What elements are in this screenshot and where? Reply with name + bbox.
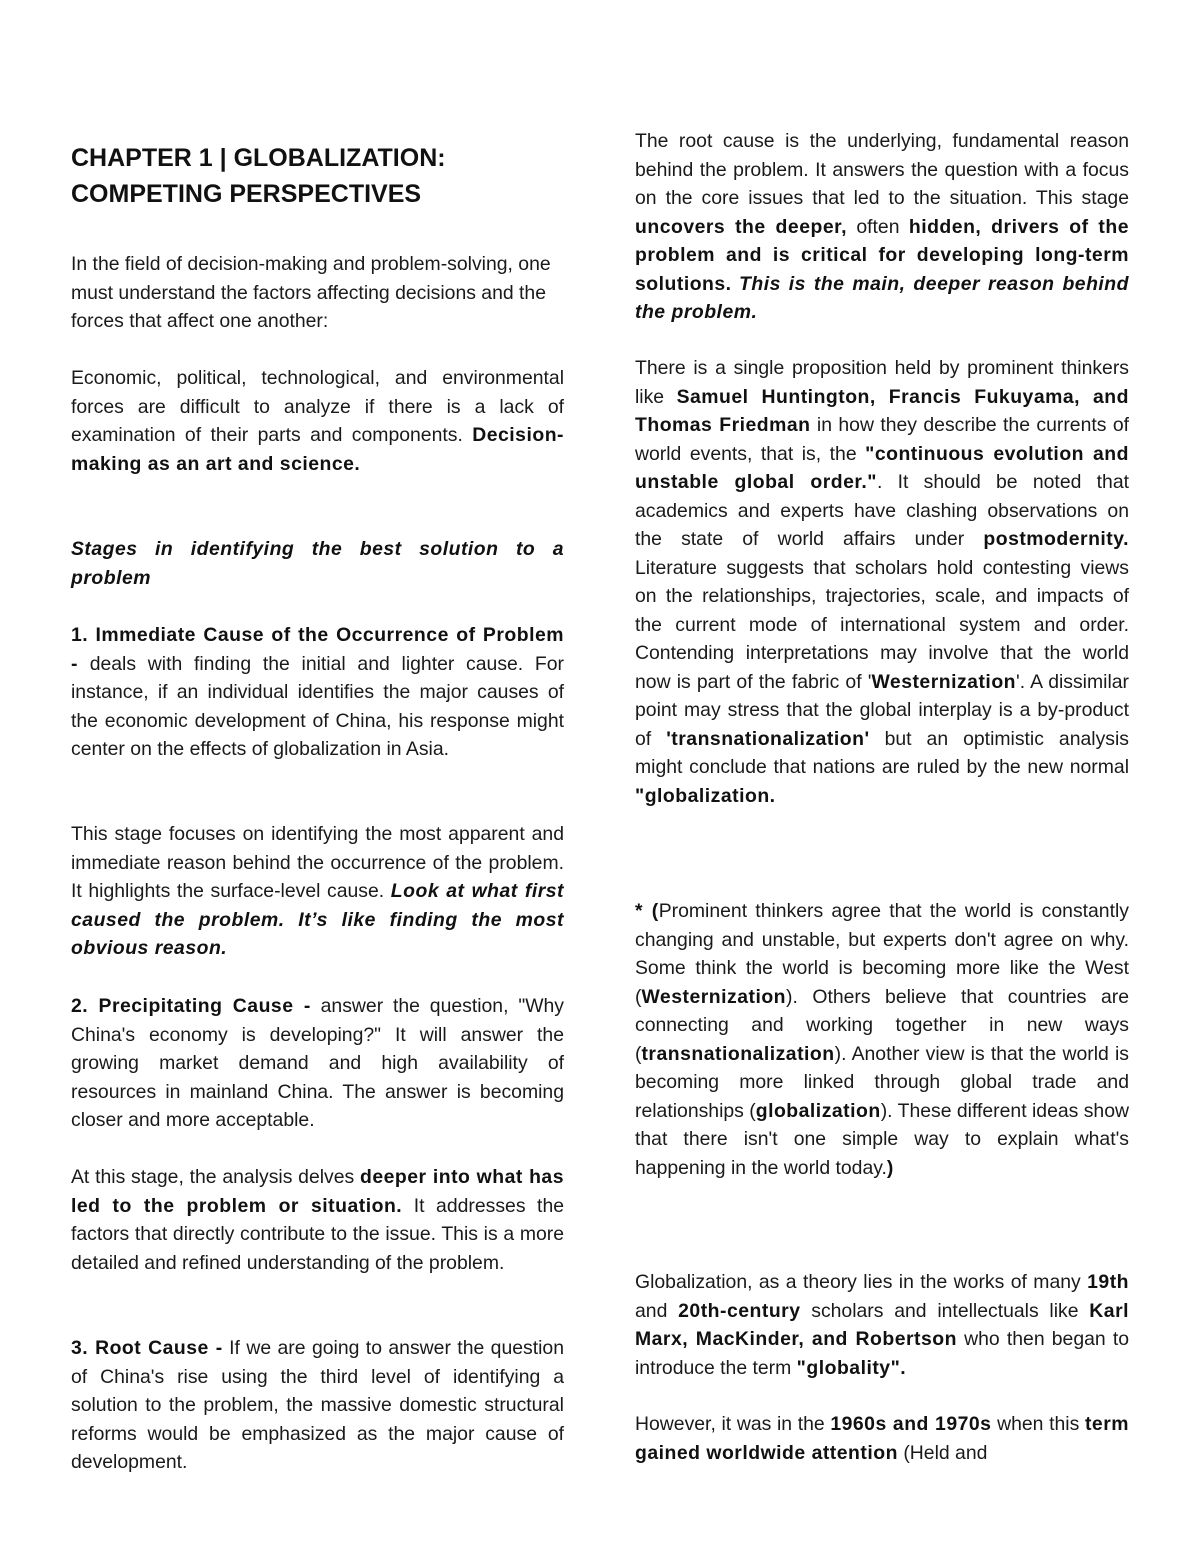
- stage-3-paragraph: [71, 1334, 564, 1477]
- stage-1-note-text: This stage focuses on identifying the most apparent and immediate reason behind the occurrence of the problem. It highlights the surface-level cause.: [71, 823, 564, 902]
- proposition-paragraph: [635, 354, 1129, 810]
- however-paragraph: [635, 1410, 1129, 1467]
- intro-paragraph: [71, 250, 564, 336]
- chapter-title: [71, 140, 591, 212]
- stage-1-label: 1. Immediate Cause of the Occurrence of Problem -: [71, 624, 564, 675]
- note-text-2: ). Others believe that countries are connecting and working together in new ways (: [635, 985, 1129, 1065]
- note-text-1: Prominent thinkers agree that the world is constantly changing and unstable, but experts don't agree on why. Some think the world is becoming more like the West (: [635, 900, 1129, 1008]
- note-westernization: Westernization: [641, 985, 787, 1008]
- note-close: ): [886, 1156, 894, 1179]
- globalization-theory-paragraph: [635, 1268, 1129, 1382]
- glob-text-4: who then began to introduce the term: [635, 1328, 1129, 1379]
- glob-globality: "globality".: [796, 1356, 907, 1379]
- stage-1-text: deals with finding the initial and lighter cause. For instance, if an individual identifies the major causes of the economic development of China, his response might center on the effects of globalization in Asia.: [71, 652, 564, 760]
- prop-text-5: '. A dissimilar point may stress that the global interplay is a by-product of: [635, 670, 1129, 750]
- prop-transnationalization: 'transnationalization': [666, 727, 870, 750]
- stage-2-note-text-a: At this stage, the analysis delves: [71, 1166, 360, 1188]
- forces-bold: Decision-making as an art and science.: [71, 424, 564, 475]
- stage-2-note: [71, 1163, 564, 1277]
- glob-text-1: Globalization, as a theory lies in the works of many: [635, 1271, 1088, 1293]
- note-text-4: ). These different ideas show that there isn't one simple way to explain what's happening in the world today.: [635, 1099, 1129, 1179]
- note-open: * (: [635, 900, 659, 922]
- glob-20th: 20th-century: [678, 1299, 801, 1322]
- glob-19th: 19th: [1087, 1271, 1129, 1293]
- glob-text-3: scholars and intellectuals like: [800, 1299, 1090, 1322]
- root-text-2: often: [846, 215, 909, 238]
- note-transnationalization: transnationalization: [641, 1042, 835, 1065]
- prop-text-6: but an optimistic analysis might conclude that nations are ruled by the new normal: [635, 727, 1129, 778]
- stage-2-note-text-b: It addresses the factors that directly contribute to the issue. This is a more detailed and refined understanding of the problem.: [71, 1194, 565, 1274]
- prop-postmodernity: postmodernity.: [983, 528, 1129, 550]
- stages-heading-text: Stages in identifying the best solution to a problem: [71, 538, 564, 589]
- prop-text-2: in how they describe the currents of world events, that is, the: [635, 414, 1129, 465]
- note-globalization: globalization: [755, 1099, 881, 1122]
- forces-text: Economic, political, technological, and environmental forces are difficult to analyze if there is a lack of examination of their parts and components.: [71, 367, 564, 446]
- prop-thinkers: Samuel Huntington, Francis Fukuyama, and Thomas Friedman: [635, 385, 1129, 436]
- however-decades: 1960s and 1970s: [830, 1413, 992, 1435]
- stage-3-label: 3. Root Cause -: [71, 1337, 223, 1359]
- prop-globalization: "globalization.: [635, 784, 776, 807]
- however-text-3: (Held and: [897, 1441, 988, 1464]
- chapter-title-line-2: COMPETING PERSPECTIVES: [71, 180, 422, 208]
- forces-paragraph: [71, 364, 564, 478]
- root-bold-2: hidden, drivers of the problem and is critical for developing long-term solutions.: [635, 215, 1129, 295]
- however-text-2: when this: [991, 1413, 1085, 1435]
- glob-text-2: and: [635, 1299, 679, 1322]
- intro-text: In the field of decision-making and problem-solving, one must understand the factors affecting decisions and the forces that affect one another:: [71, 253, 551, 332]
- prop-text-4: Literature suggests that scholars hold contesting views on the relationships, trajectories, scale, and impacts of the current mode of international system and order. Contending interpretations may involve that the world now is part of the fabric of ': [635, 556, 1129, 693]
- glob-scholars: Karl Marx, MacKinder, and Robertson: [635, 1299, 1130, 1350]
- stage-2-paragraph: [71, 992, 564, 1135]
- root-emphasis: This is the main, deeper reason behind the problem.: [635, 272, 1129, 323]
- root-text-1: The root cause is the underlying, fundamental reason behind the problem. It answers the question with a focus on the core issues that led to the situation. This stage: [635, 130, 1129, 209]
- chapter-title-line-1: CHAPTER 1 | GLOBALIZATION:: [71, 144, 446, 172]
- note-text-3: ). Another view is that the world is becoming more linked through global trade and relationships (: [635, 1042, 1129, 1122]
- however-text-1: However, it was in the: [635, 1413, 831, 1435]
- stage-2-note-bold: deeper into what has led to the problem or situation.: [71, 1166, 564, 1217]
- stage-3-text: If we are going to answer the question of China's rise using the third level of identifying a solution to the problem, the massive domestic structural reforms would be emphasized as the major cause of development.: [71, 1337, 564, 1473]
- root-bold-1: uncovers the deeper,: [635, 215, 847, 238]
- root-text-3: [732, 273, 739, 295]
- however-bold: term gained worldwide attention: [635, 1413, 1129, 1464]
- prop-westernization: Westernization: [871, 670, 1017, 693]
- stage-2-text: answer the question, "Why China's economy is developing?" It will answer the growing market demand and high availability of resources in mainland China. The answer is becoming closer and more acceptable.: [71, 995, 564, 1131]
- prop-quote: "continuous evolution and unstable global order.": [635, 442, 1129, 493]
- summary-note-paragraph: [635, 897, 1129, 1182]
- stages-heading: [71, 535, 564, 592]
- stage-1-paragraph: [71, 621, 564, 764]
- prop-text-1: There is a single proposition held by prominent thinkers like: [635, 357, 1129, 408]
- prop-text-3: . It should be noted that academics and experts have clashing observations on the state of world affairs under: [635, 471, 1129, 550]
- root-cause-paragraph: [635, 127, 1129, 327]
- stage-1-note: [71, 820, 564, 963]
- stage-1-note-emphasis: Look at what first caused the problem. It’s like finding the most obvious reason.: [71, 880, 564, 959]
- stage-2-label: 2. Precipitating Cause -: [71, 995, 311, 1017]
